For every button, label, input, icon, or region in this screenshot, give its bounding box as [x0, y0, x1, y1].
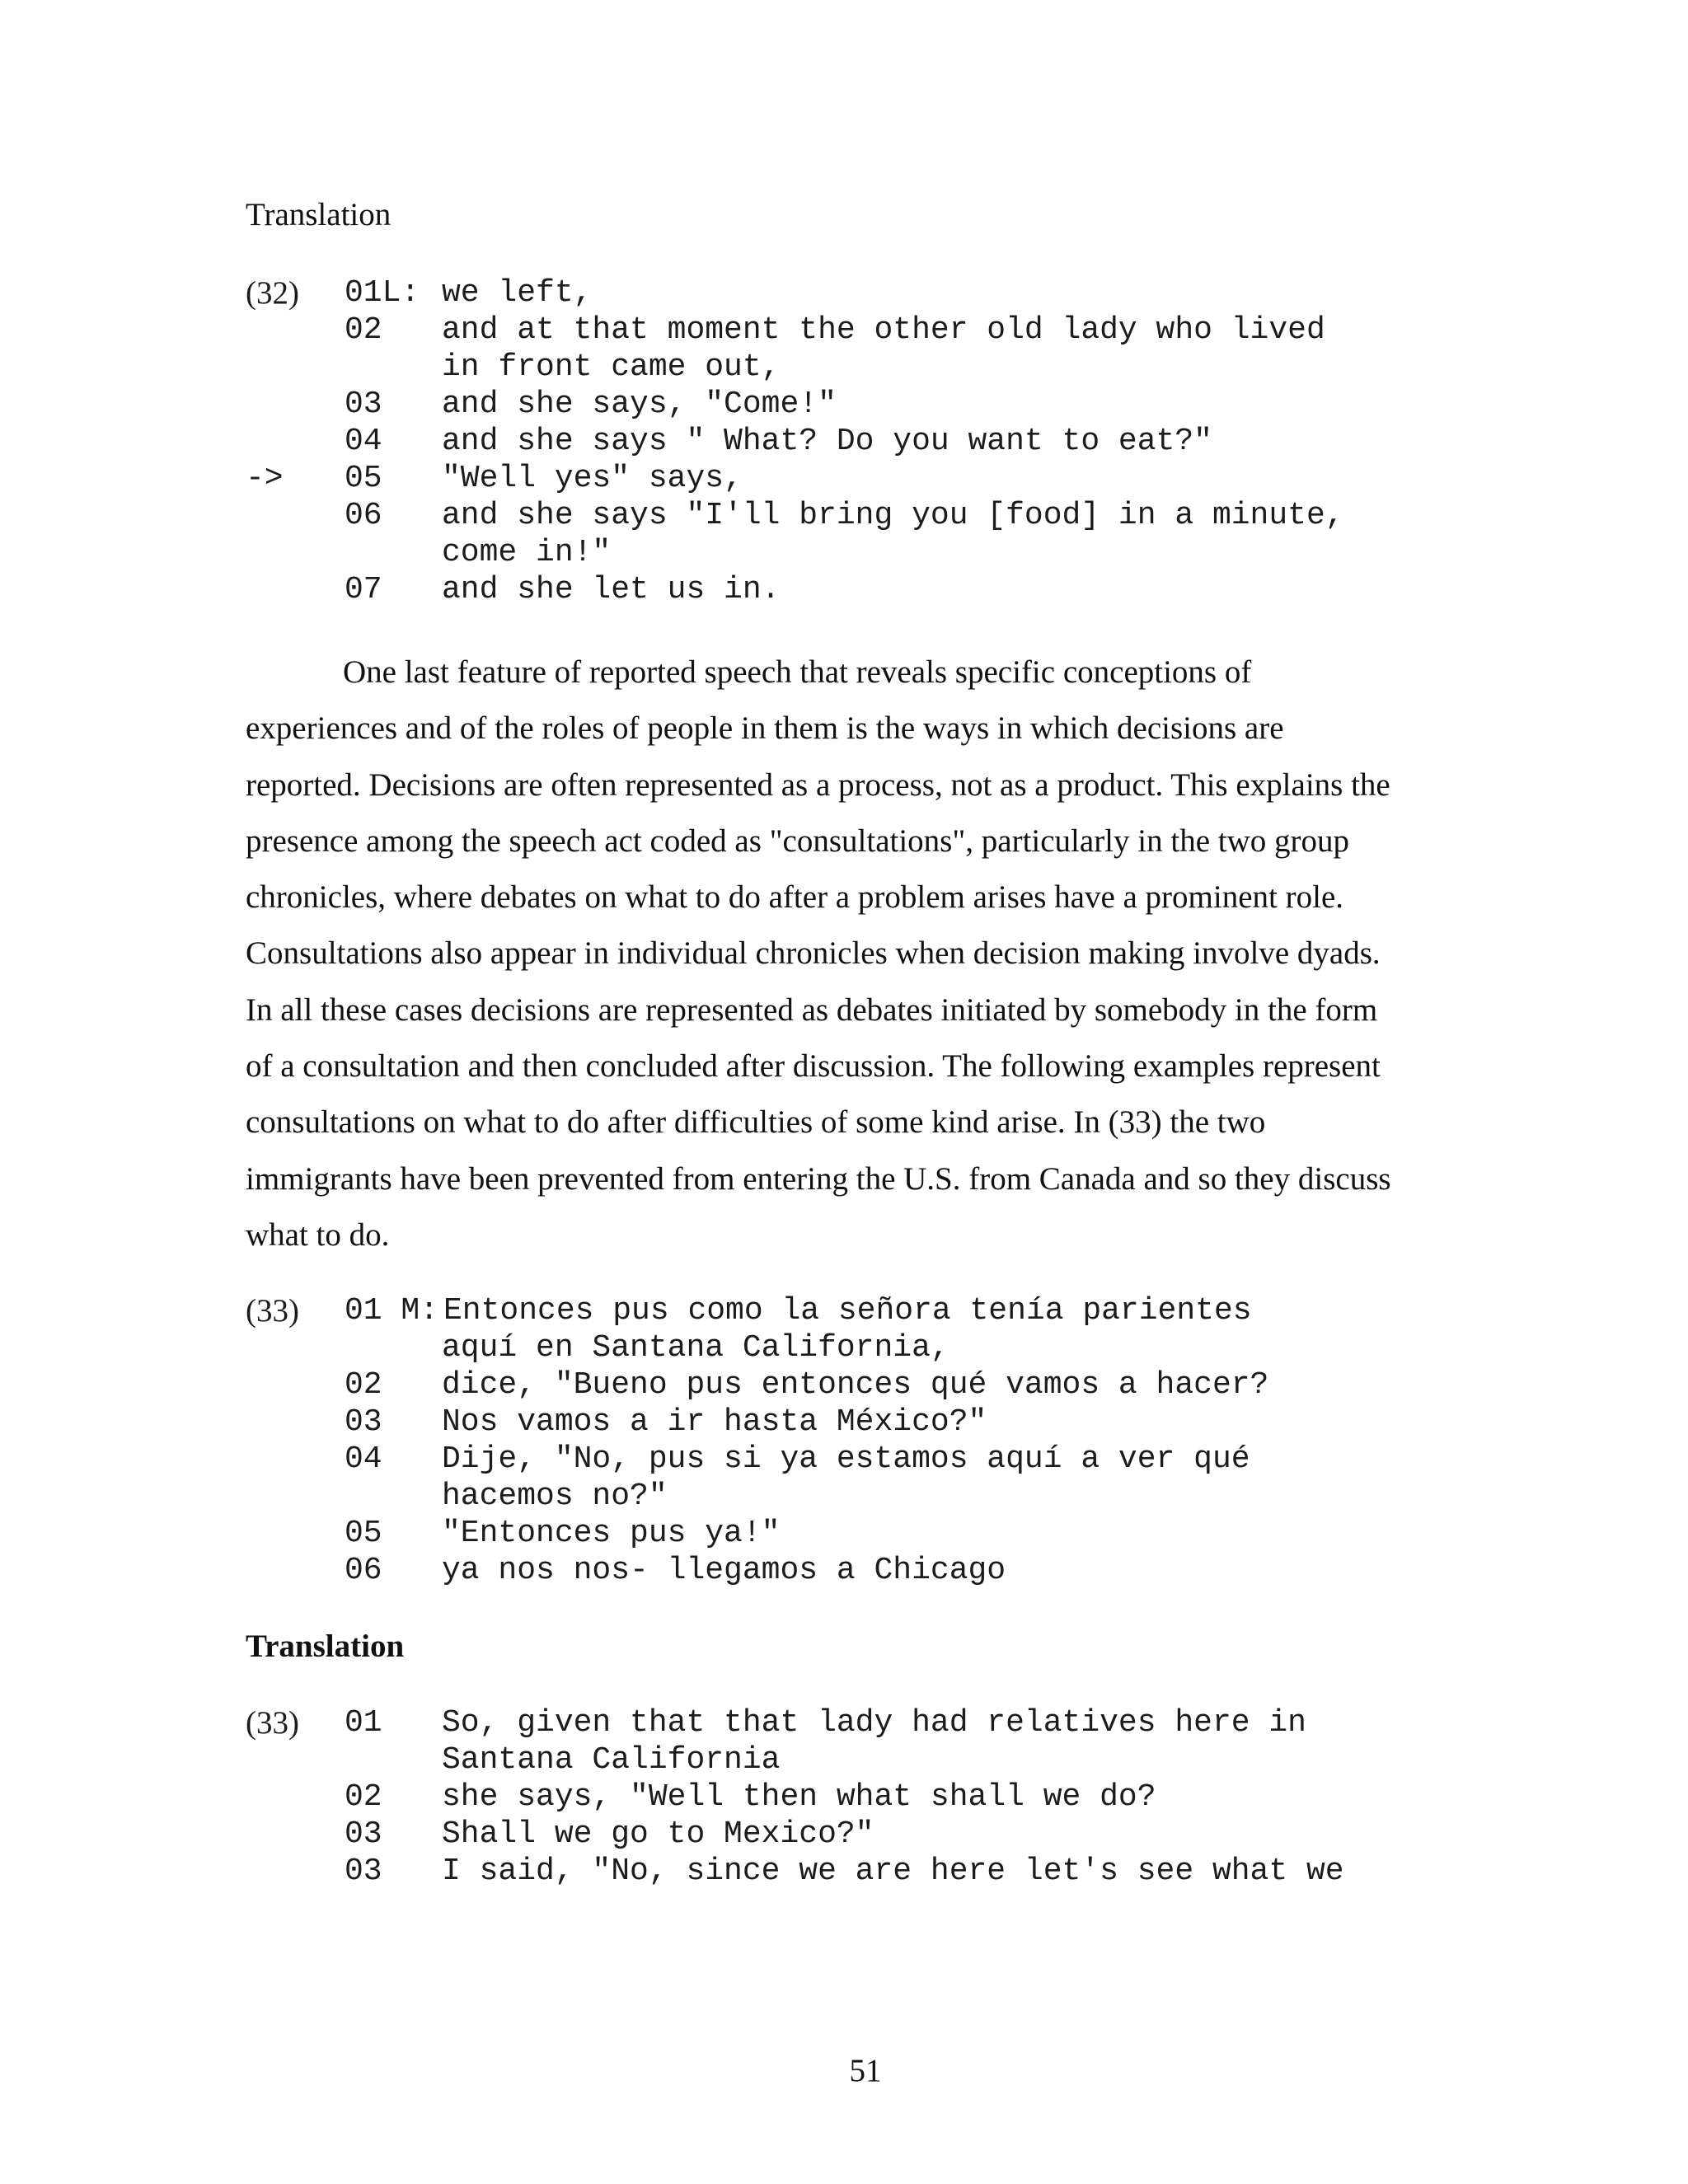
section-heading-translation-bold: Translation	[246, 1629, 405, 1664]
line-number: 01	[345, 1705, 382, 1741]
paragraph-line: presence among the speech act coded as "consultations", particularly in the two group	[246, 823, 1349, 859]
paragraph-line: chronicles, where debates on what to do after a problem arises have a prominent role.	[246, 879, 1343, 916]
line-text: she says, "Well then what shall we do?	[442, 1779, 1156, 1815]
line-text: Dije, "No, pus si ya estamos aquí a ver qué	[442, 1441, 1250, 1477]
line-text: ya nos nos- llegamos a Chicago	[442, 1553, 1006, 1588]
transcript-line	[246, 1704, 1306, 1741]
transcript-line	[246, 274, 593, 312]
line-number: 02	[345, 1367, 382, 1403]
transcript-line	[246, 423, 1212, 460]
line-number: 04	[345, 1441, 382, 1477]
line-number: 01L:	[345, 275, 420, 311]
line-text: Santana California	[442, 1742, 781, 1778]
line-number: 02	[345, 1779, 382, 1815]
line-text: Entonces pus como la señora tenía parientes	[443, 1293, 1252, 1329]
line-text: "Well yes" says,	[442, 461, 743, 496]
section-heading-translation: Translation	[246, 197, 392, 232]
line-number: 05	[345, 461, 382, 496]
page-number: 51	[849, 2053, 882, 2088]
example-number: (32)	[246, 275, 299, 311]
line-text: and she says, "Come!"	[442, 387, 837, 422]
transcript-line	[246, 1853, 1344, 1890]
line-text: and at that moment the other old lady who lived	[442, 312, 1325, 348]
body-paragraph	[246, 644, 1416, 1263]
transcript-line	[246, 1779, 1156, 1816]
transcript-example-32	[246, 274, 1344, 608]
line-text: and she says " What? Do you want to eat?"	[442, 424, 1212, 459]
line-text: come in!"	[442, 535, 612, 570]
transcript-line	[246, 1441, 1250, 1478]
line-text: in front came out,	[442, 349, 781, 385]
paragraph-line: experiences and of the roles of people in them is the ways in which decisions are	[246, 710, 1284, 747]
line-text: hacemos no?"	[442, 1479, 668, 1514]
transcript-line	[246, 349, 781, 386]
transcript-line	[246, 1741, 781, 1779]
example-number: (33)	[246, 1705, 299, 1741]
transcript-example-33-translation	[246, 1704, 1344, 1890]
line-number: 03	[345, 1816, 382, 1852]
paragraph-line: One last feature of reported speech that reveals specific conceptions of	[343, 654, 1252, 690]
transcript-line	[246, 312, 1325, 349]
line-number: 02	[345, 312, 382, 348]
paragraph-line: reported. Decisions are often represented as a process, not as a product. This explains the	[246, 766, 1390, 803]
transcript-line	[246, 1366, 1269, 1404]
paragraph-line: immigrants have been prevented from entering the U.S. from Canada and so they discuss	[246, 1160, 1391, 1197]
transcript-line	[246, 534, 612, 571]
line-text: Nos vamos a ir hasta México?"	[442, 1404, 987, 1440]
line-number: 04	[345, 424, 382, 459]
line-number: 07	[345, 572, 382, 607]
example-number: (33)	[246, 1293, 299, 1329]
transcript-line	[246, 1816, 874, 1853]
line-text: dice, "Bueno pus entonces qué vamos a hacer?	[442, 1367, 1269, 1403]
transcript-example-33	[246, 1292, 1269, 1589]
line-text: Shall we go to Mexico?"	[442, 1816, 874, 1852]
line-text: aquí en Santana California,	[442, 1330, 950, 1366]
line-number: 01 M:	[345, 1293, 439, 1329]
paragraph-line: of a consultation and then concluded after discussion. The following examples represent	[246, 1048, 1381, 1085]
transcript-line	[246, 497, 1344, 534]
line-number: 06	[345, 498, 382, 533]
line-number: 05	[345, 1516, 382, 1551]
line-text: I said, "No, since we are here let's see what we	[442, 1854, 1344, 1889]
paragraph-line: In all these cases decisions are represented as debates initiated by somebody in the form	[246, 991, 1378, 1028]
line-number: 03	[345, 1404, 382, 1440]
transcript-line	[246, 1515, 781, 1552]
line-text: we left,	[442, 275, 593, 311]
line-text: "Entonces pus ya!"	[442, 1516, 781, 1551]
transcript-line	[246, 1552, 1006, 1589]
transcript-line	[246, 1292, 1252, 1329]
paragraph-line: Consultations also appear in individual chronicles when decision making involve dyads.	[246, 935, 1381, 972]
line-number: 03	[345, 1854, 382, 1889]
line-text: So, given that that lady had relatives here in	[442, 1705, 1306, 1741]
paragraph-line: consultations on what to do after difficulties of some kind arise. In (33) the two	[246, 1104, 1266, 1141]
line-text: and she says "I'll bring you [food] in a minute,	[442, 498, 1344, 533]
transcript-line	[246, 1329, 950, 1366]
transcript-line	[246, 1478, 668, 1515]
transcript-line	[246, 386, 837, 423]
transcript-line-highlighted	[246, 460, 743, 497]
arrow-marker: ->	[246, 461, 284, 496]
transcript-line	[246, 1404, 987, 1441]
paragraph-line: what to do.	[246, 1216, 390, 1253]
line-number: 03	[345, 387, 382, 422]
line-text: and she let us in.	[442, 572, 781, 607]
transcript-line	[246, 571, 781, 608]
line-number: 06	[345, 1553, 382, 1588]
